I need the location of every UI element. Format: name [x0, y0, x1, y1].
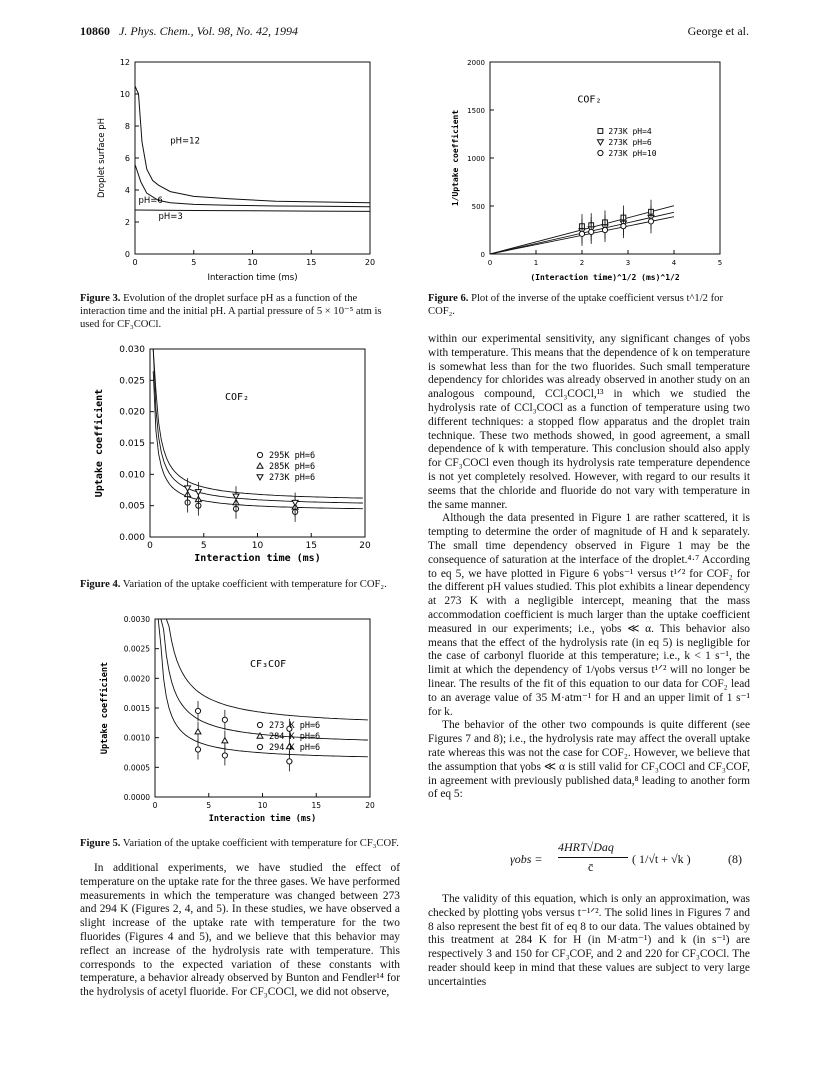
- y-tick-label: 0.0015: [123, 704, 150, 713]
- y-tick-label: 0.030: [119, 345, 145, 355]
- y-tick-label: 6: [124, 154, 130, 163]
- x-tick-label: 20: [365, 801, 375, 810]
- x-tick-label: 0: [147, 541, 153, 551]
- y-tick-label: 4: [124, 186, 130, 195]
- fraction-bar: [558, 857, 628, 858]
- data-point-circle: [257, 744, 262, 749]
- legend-label: 273K pH=4: [608, 127, 652, 136]
- figure-4-caption: [80, 578, 400, 591]
- data-point-square: [598, 129, 603, 134]
- legend-label: 273K pH=6: [608, 138, 652, 147]
- right-column-text: [428, 333, 750, 802]
- x-tick-label: 20: [359, 541, 371, 551]
- page-header: [80, 24, 298, 39]
- figure-6-label: Figure 6.: [428, 293, 469, 304]
- x-tick-label: 5: [206, 801, 212, 810]
- series-label: pH=3: [158, 211, 183, 222]
- species-label: COF₂: [577, 94, 602, 106]
- figure-3-caption: [80, 292, 400, 331]
- x-tick-label: 10: [257, 801, 268, 810]
- equation-number: (8): [728, 852, 742, 866]
- equation-numerator: 4HRT√Daq: [558, 840, 614, 854]
- x-tick-label: 5: [200, 541, 207, 551]
- plot-frame: [155, 619, 370, 797]
- data-point-triangle-down: [185, 486, 191, 491]
- y-tick-label: 0.005: [119, 501, 145, 512]
- figure-6-plot: [450, 59, 722, 282]
- figure-4-chart: [80, 340, 400, 572]
- x-tick-label: 2: [579, 259, 585, 267]
- x-tick-label: 15: [305, 541, 317, 551]
- equation-bracket: ( 1/√t + √k ): [632, 852, 691, 866]
- legend-label: 284 K pH=6: [269, 732, 321, 742]
- journal-citation: J. Phys. Chem., Vol. 98, No. 42, 1994: [119, 24, 298, 38]
- left-column-text: [80, 862, 400, 1000]
- x-tick-label: 0: [487, 259, 493, 267]
- data-point-triangle-down: [292, 500, 298, 505]
- figure-4-label: Figure 4.: [80, 579, 121, 590]
- page-number: 10860: [80, 24, 110, 38]
- x-axis-label: Interaction time (ms): [194, 553, 321, 564]
- y-tick-label: 2000: [467, 59, 485, 67]
- data-point-circle: [579, 231, 584, 236]
- x-tick-label: 10: [251, 541, 264, 551]
- figure-6-caption: [428, 292, 750, 318]
- y-axis-label: Uptake coefficient: [100, 661, 110, 755]
- figure-3-plot: [97, 58, 375, 283]
- data-point-circle: [648, 219, 653, 224]
- y-tick-label: 0.0030: [123, 615, 150, 624]
- figure-5-plot: [99, 615, 375, 824]
- fit-curve: [158, 619, 368, 740]
- species-label: CF₃COF: [250, 659, 287, 670]
- figure-3-label: Figure 3.: [80, 293, 121, 304]
- paragraph: The validity of this equation, which is only an approximation, was checked by plotting γobs versus t⁻¹ᐟ². The solid lines in Figures 7 and 8 also represent the best fit of eq 8 to our data. The values obtained by this treatment at 284 K for H (in M·atm⁻¹) and k (in s⁻¹) are respectively 3 and 150 for CF₃COF, and 2 and 220 for CF₃COCl. The reader should keep in mind that these values are subject to very large uncertainties: [428, 893, 750, 988]
- y-tick-label: 0.015: [119, 439, 145, 449]
- paragraph: Although the data presented in Figure 1 are rather scattered, it is tempting to determine the order of magnitude of H and k separately. The small time dependency observed in Figure 1 may be the consequence of saturation at the interface of the droplet.⁴·⁷ According to eq 5, we have plotted in Figure 6 γobs⁻¹ versus t¹ᐟ² for COF₂ for the different pH values studied. This plot exhibits a linear dependency at 273 K with a negligible intercept, meaning that the mass accommodation coefficient is much larger than the uptake coefficient measured in our experiments; i.e., γobs ≪ α. This behavior also means that the effect of the hydrolysis rate (in eq 5) is negligible for the case of carbonyl fluoride at this temperature; i.e., k < 1 s⁻¹, the limit at which the dependency of 1/γobs versus t¹ᐟ² will no longer be linear. The results of the fit of this equation to our data for COF₂ lead to an average value of 35 M·atm⁻¹ for H and an upper limit of 1 s⁻¹ for k.: [428, 512, 750, 718]
- figure-4-plot: [93, 345, 371, 564]
- y-tick-label: 8: [124, 122, 130, 131]
- legend-label: 295K pH=6: [269, 451, 316, 461]
- x-axis-label: Interaction time (ms): [208, 814, 317, 824]
- fit-curve: [153, 371, 363, 509]
- header-author: George et al.: [687, 24, 749, 38]
- y-tick-label: 0.0010: [123, 733, 150, 743]
- data-point-circle: [621, 224, 626, 229]
- x-tick-label: 3: [625, 259, 631, 267]
- x-tick-label: 10: [247, 258, 258, 267]
- plot-frame: [135, 62, 370, 254]
- legend-label: 273 K pH=6: [269, 721, 321, 731]
- data-point-circle: [195, 747, 200, 752]
- x-axis-label: Interaction time (ms): [207, 273, 298, 283]
- figure-5-label: Figure 5.: [80, 838, 121, 849]
- figure-4-caption-text: Variation of the uptake coefficient with temperature for COF₂.: [122, 579, 387, 590]
- equation-lhs: γobs =: [510, 852, 543, 866]
- y-axis-label: Uptake coefficient: [94, 388, 105, 498]
- y-tick-label: 0.020: [119, 407, 145, 418]
- data-point-circle: [589, 229, 594, 234]
- data-point-circle: [602, 227, 607, 232]
- data-point-triangle-up: [195, 729, 201, 734]
- x-tick-label: 5: [717, 259, 723, 267]
- x-tick-label: 5: [191, 258, 197, 267]
- x-tick-label: 20: [364, 258, 376, 267]
- y-tick-label: 1000: [467, 155, 485, 163]
- equation-denominator: c̄: [588, 860, 594, 874]
- figure-5-caption-text: Variation of the uptake coefficient with temperature for CF₃COF.: [122, 838, 399, 849]
- x-axis-label: (Interaction time)^1/2 (ms)^1/2: [530, 273, 680, 282]
- y-tick-label: 0.010: [119, 470, 145, 481]
- y-tick-label: 1500: [467, 107, 485, 115]
- plot-frame: [150, 349, 365, 537]
- figure-5-caption: [80, 837, 400, 850]
- y-tick-label: 2: [124, 218, 130, 227]
- x-tick-label: 15: [306, 258, 317, 267]
- y-tick-label: 0: [480, 251, 485, 259]
- series-label: pH=12: [170, 136, 200, 147]
- y-tick-label: 10: [119, 90, 130, 99]
- legend-label: 294 K pH=6: [269, 743, 321, 753]
- series-label: pH=6: [138, 195, 163, 206]
- paragraph: The behavior of the other two compounds is quite different (see Figures 7 and 8); i.e., the hydrolysis rate may affect the overall uptake rate whereas this was not the case for COF₂. However, we believe that the assumption that γobs ≪ α is still valid for CF₃COCl and CF₃COF, in agreement with previously published data,⁸ leading to another form of eq 5:: [428, 719, 750, 801]
- y-axis-label: Droplet surface pH: [97, 118, 107, 198]
- data-point-triangle-down: [257, 475, 263, 480]
- data-point-circle: [257, 722, 262, 727]
- data-point-triangle-up: [257, 463, 263, 468]
- y-tick-label: 12: [119, 58, 130, 67]
- figure-6-caption-text: Plot of the inverse of the uptake coefficient versus t^1/2 for COF₂.: [428, 293, 723, 317]
- y-axis-label: 1/Uptake coefficient: [451, 109, 460, 207]
- figure-6-chart: [440, 52, 760, 284]
- x-tick-label: 4: [671, 259, 677, 267]
- y-tick-label: 0.0005: [123, 763, 150, 773]
- legend-label: 285K pH=6: [269, 462, 316, 472]
- data-point-triangle-down: [597, 140, 603, 145]
- y-tick-label: 0.0000: [123, 793, 150, 802]
- y-tick-label: 0.025: [119, 376, 145, 387]
- data-point-circle: [257, 452, 262, 457]
- data-point-circle: [222, 717, 227, 722]
- equation-8: [510, 840, 750, 880]
- figure-5-chart: [80, 610, 400, 835]
- paragraph: within our experimental sensitivity, any significant changes of γobs with temperature. This means that the dependence of k on temperature is somewhat less than for the two fluorides. Such small temperature dependency for chlorides was already observed in another study on an analogous compound, CCl₃COCl,¹³ in which we studied the hydrolysis rate of CCl₃COCl as a function of temperature using two different techniques: a stopped flow apparatus and the droplet train technique. These two methods showed, in good agreement, a small dependence of k with temperature. This conclusion should also apply for CF₃COCl even though its hydrolysis rate temperature dependence is not yet completely resolved. However, with regard to our results it seems that the chloride and fluoride do not vary with temperature in the same manner.: [428, 333, 750, 511]
- y-tick-label: 0: [124, 250, 130, 259]
- data-point-circle: [598, 150, 603, 155]
- data-point-triangle-up: [222, 738, 228, 743]
- legend-label: 273K pH=10: [608, 149, 657, 158]
- figure-3-chart: [80, 56, 400, 288]
- data-point-circle: [222, 753, 227, 758]
- y-tick-label: 500: [471, 203, 485, 211]
- y-tick-label: 0.000: [119, 533, 145, 543]
- data-point-circle: [287, 759, 292, 764]
- y-tick-label: 0.0020: [123, 674, 150, 684]
- y-tick-label: 0.0025: [123, 644, 150, 654]
- x-tick-label: 1: [533, 259, 539, 267]
- right-column-text-2: [428, 893, 750, 990]
- legend-label: 273K pH=6: [269, 473, 316, 483]
- figure-3-caption-text: Evolution of the droplet surface pH as a function of the interaction time and the initial pH. A partial pressure of 5 × 10⁻⁵ atm is used for CF₃COCl.: [80, 293, 382, 330]
- data-point-circle: [195, 708, 200, 713]
- x-tick-label: 15: [311, 801, 322, 810]
- x-tick-label: 0: [132, 258, 138, 267]
- paragraph: In additional experiments, we have studied the effect of temperature on the uptake rate for the three gases. We have performed measurements in which the temperature was changed between 273 and 294 K (Figures 2, 4, and 5). In these studies, we have observed a slight increase of the uptake rate with temperature for the two fluorides (Figures 4 and 5), and we believe that this behavior may reflect an increase of the hydrolysis rate with temperature. This corresponds to the expected variation of these constants with temperature, a behavior already observed by Bunton and Fendler¹⁴ for the hydrolysis of acetyl fluoride. For CF₃COCl, we did not observe,: [80, 862, 400, 999]
- x-tick-label: 0: [152, 801, 158, 810]
- species-label: COF₂: [225, 392, 250, 403]
- fit-curve: [158, 619, 368, 757]
